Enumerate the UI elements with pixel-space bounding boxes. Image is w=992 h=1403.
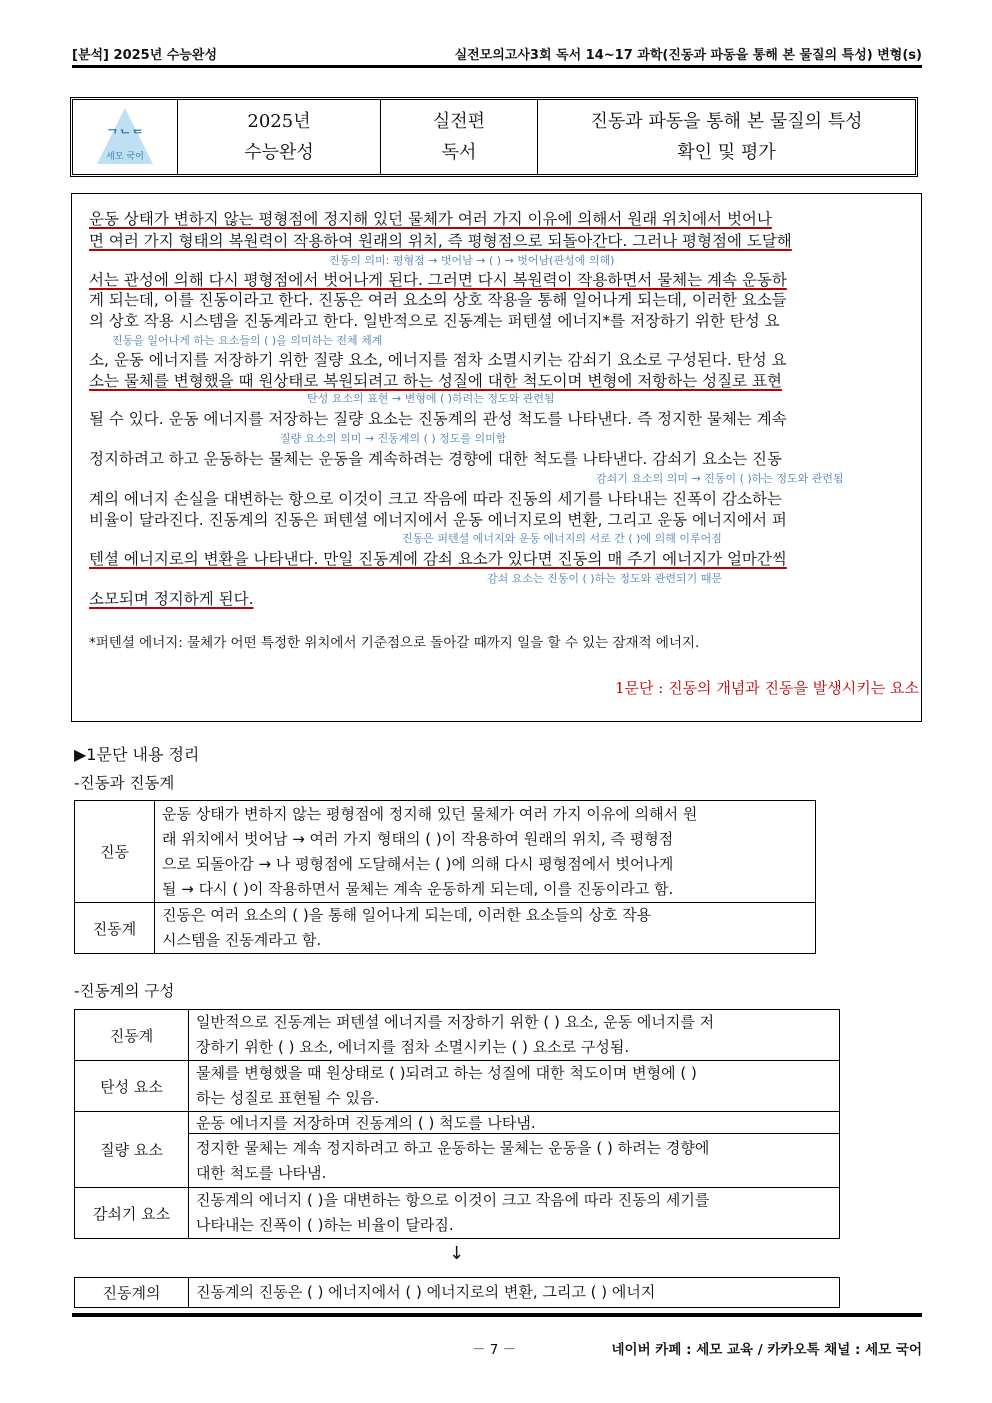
passage-box: [71, 193, 922, 722]
footer-credit: 네이버 카페 : 세모 교육 / 카카오톡 채널 : 세모 국어: [611, 1342, 922, 1358]
table-row: [75, 801, 816, 903]
summary-table-components: [74, 1009, 840, 1239]
section-title: ▶1문단 내용 정리: [74, 745, 200, 764]
subsection-title: -진동과 진동계: [74, 774, 175, 792]
title-year: 2025년: [247, 111, 311, 132]
row-value: [189, 1188, 840, 1239]
passage-line: 될 수 있다. 운동 에너지를 저장하는 질량 요소는 진동계의 관성 척도를 나타낸다. 즉 정지한 물체는 계속: [89, 410, 787, 428]
title-book: 수능완성: [244, 142, 314, 163]
down-arrow-icon: ↓: [449, 1243, 465, 1264]
header-right: 실전모의고사3회 독서 14~17 과학(진동과 파동을 통해 본 물질의 특성) 변형(s): [454, 48, 922, 63]
row-key: 진동계: [75, 1010, 189, 1061]
row-key: 진동계의: [75, 1278, 189, 1308]
title-topic-cell: [537, 100, 915, 174]
row-value: [189, 1134, 840, 1188]
table-row: [75, 1188, 840, 1239]
annotation: 감쇠기 요소의 의미 → 진동이 ( )하는 정도와 관련됨: [596, 472, 844, 485]
annotation: 탄성 요소의 표현 → 변형에 ( )하려는 정도와 관련됨: [307, 392, 555, 405]
row-value: [189, 1010, 840, 1061]
row-text: 운동 상태가 변하지 않는 평형점에 정지해 있던 물체가 여러 가지 이유에 의해서 원: [162, 804, 698, 823]
annotation: 진동의 의미: 평형점 → 벗어남 → ( ) → 벗어남(관성에 의해): [329, 254, 615, 267]
title-part-cell: [380, 100, 537, 174]
table-row: [75, 903, 816, 954]
paragraph-label: 1문단 : 진동의 개념과 진동을 발생시키는 요소: [614, 679, 919, 697]
table-row: [75, 1278, 840, 1308]
title-year-cell: [177, 100, 380, 174]
title-box: [70, 97, 918, 177]
row-text: 대한 척도를 나타냄.: [196, 1163, 327, 1182]
table-row: [75, 1134, 840, 1188]
passage-line: 비율이 달라진다. 진동계의 진동은 퍼텐셜 에너지에서 운동 에너지로의 변환, 그리고 운동 에너지에서 퍼: [89, 511, 787, 529]
annotation: 감쇠 요소는 진동이 ( )하는 정도와 관련되기 때문: [487, 572, 722, 585]
passage-line: 의 상호 작용 시스템을 진동계라고 한다. 일반적으로 진동계는 퍼텐셜 에너지*를 저장하기 위한 탄성 요: [89, 312, 780, 330]
row-text: 진동계의 진동은 ( ) 에너지에서 ( ) 에너지로의 변환, 그리고 ( ) 에너지: [196, 1283, 656, 1301]
row-text: 시스템을 진동계라고 함.: [162, 931, 322, 949]
row-key: 질량 요소: [75, 1112, 189, 1188]
passage-line: 계의 에너지 손실을 대변하는 항으로 이것이 크고 작음에 따라 진동의 세기를 나타내는 진폭이 감소하는: [89, 490, 782, 508]
subsection-title: -진동계의 구성: [74, 982, 175, 1000]
page-header: [72, 44, 922, 62]
row-text: 으로 되돌아감 → 나 평형점에 도달해서는 ( )에 의해 다시 평형점에서 벗어나게: [162, 854, 674, 873]
passage-line: 운동 상태가 변하지 않는 평형점에 정지해 있던 물체가 여러 가지 이유에 의해서 원래 위치에서 벗어나: [89, 210, 772, 228]
row-value: [189, 1112, 840, 1134]
row-value: [155, 903, 816, 954]
summary-table-conclusion: [74, 1277, 840, 1308]
header-rule: [72, 65, 922, 68]
passage-line: 소, 운동 에너지를 저장하기 위한 질량 요소, 에너지를 점차 소멸시키는 감쇠기 요소로 구성된다. 탄성 요: [89, 351, 787, 369]
row-key: 진동계: [75, 903, 155, 954]
row-text: 하는 성질로 표현될 수 있음.: [196, 1089, 380, 1107]
row-text: 진동은 여러 요소의 ( )을 통해 일어나게 되는데, 이러한 요소들의 상호 작용: [162, 906, 652, 924]
annotation: 진동은 퍼텐셜 에너지와 운동 에너지의 서로 간 ( )에 의해 이루어짐: [402, 532, 722, 545]
footnote: *퍼텐셜 에너지: 물체가 어떤 특정한 위치에서 기준점으로 돌아갈 때까지 일을 할 수 있는 잠재적 에너지.: [89, 635, 700, 651]
row-text: 될 → 다시 ( )이 작용하면서 물체는 계속 운동하게 되는데, 이를 진동이라고 함.: [162, 879, 674, 898]
passage-line: 텐셜 에너지로의 변환을 나타낸다. 만일 진동계에 감쇠 요소가 있다면 진동의 매 주기 에너지가 얼마간씩: [89, 550, 787, 568]
row-value: [189, 1278, 840, 1308]
svg-text:세모 국어: 세모 국어: [106, 152, 144, 162]
row-text: 일반적으로 진동계는 퍼텐셜 에너지를 저장하기 위한 ( ) 요소, 운동 에너지를 저: [196, 1013, 715, 1031]
row-key: 감쇠기 요소: [75, 1188, 189, 1239]
title-part: 실전편: [432, 111, 486, 132]
table-row: [75, 1061, 840, 1112]
row-text: 래 위치에서 벗어남 → 여러 가지 형태의 ( )이 작용하여 원래의 위치, 즉 평형점: [162, 829, 674, 848]
table-row: [75, 1112, 840, 1134]
annotation: 진동을 일어나게 하는 요소들의 ( )을 의미하는 전체 체계: [112, 334, 383, 347]
page-number: － 7 －: [472, 1342, 517, 1358]
footer-rule: [72, 1313, 922, 1317]
summary-table-vibration: [74, 800, 816, 954]
row-key: 진동: [75, 801, 155, 903]
header-left: [분석] 2025년 수능완성: [72, 48, 218, 63]
table-row: [75, 1010, 840, 1061]
row-text: 진동계의 에너지 ( )을 대변하는 항으로 이것이 크고 작음에 따라 진동의 세기를: [196, 1191, 710, 1209]
title-subtitle: 확인 및 평가: [677, 142, 776, 163]
row-value: [155, 801, 816, 903]
passage-line: 서는 관성에 의해 다시 평형점에서 벗어나게 된다. 그러면 다시 복원력이 작용하면서 물체는 계속 운동하: [89, 271, 787, 289]
row-text: 나타내는 진폭이 ( )하는 비율이 달라짐.: [196, 1216, 454, 1234]
svg-text:ᄀᄂᄃ: ᄀᄂᄃ: [106, 129, 144, 144]
title-subject: 독서: [441, 142, 477, 163]
title-topic: 진동과 파동을 통해 본 물질의 특성: [590, 111, 863, 132]
annotation: 질량 요소의 의미 → 진동계의 ( ) 정도를 의미함: [280, 432, 507, 445]
row-text: 물체를 변형했을 때 원상태로 ( )되려고 하는 성질에 대한 척도이며 변형에 ( ): [196, 1064, 697, 1082]
passage-line: 정지하려고 하고 운동하는 물체는 운동을 계속하려는 경향에 대한 척도를 나타낸다. 감쇠기 요소는 진동: [89, 450, 782, 468]
row-text: 정지한 물체는 계속 정지하려고 하고 운동하는 물체는 운동을 ( ) 하려는 경향에: [196, 1138, 710, 1157]
semo-logo-icon: [95, 106, 155, 168]
logo: [73, 100, 177, 174]
passage-line: 면 여러 가지 형태의 복원력이 작용하여 원래의 위치, 즉 평형점으로 되돌아간다. 그러나 평형점에 도달해: [89, 232, 792, 250]
row-value: [189, 1061, 840, 1112]
row-key: 탄성 요소: [75, 1061, 189, 1112]
passage-line: 소모되며 정지하게 된다.: [89, 590, 254, 608]
row-text: 운동 에너지를 저장하며 진동계의 ( ) 척도를 나타냄.: [196, 1113, 536, 1132]
passage-line: 게 되는데, 이를 진동이라고 한다. 진동은 여러 요소의 상호 작용을 통해 일어나게 되는데, 이러한 요소들: [89, 291, 787, 309]
passage-line: 소는 물체를 변형했을 때 원상태로 복원되려고 하는 성질에 대한 척도이며 변형에 저항하는 성질로 표현: [89, 372, 782, 390]
row-text: 장하기 위한 ( ) 요소, 에너지를 점차 소멸시키는 ( ) 요소로 구성됨.: [196, 1038, 630, 1056]
